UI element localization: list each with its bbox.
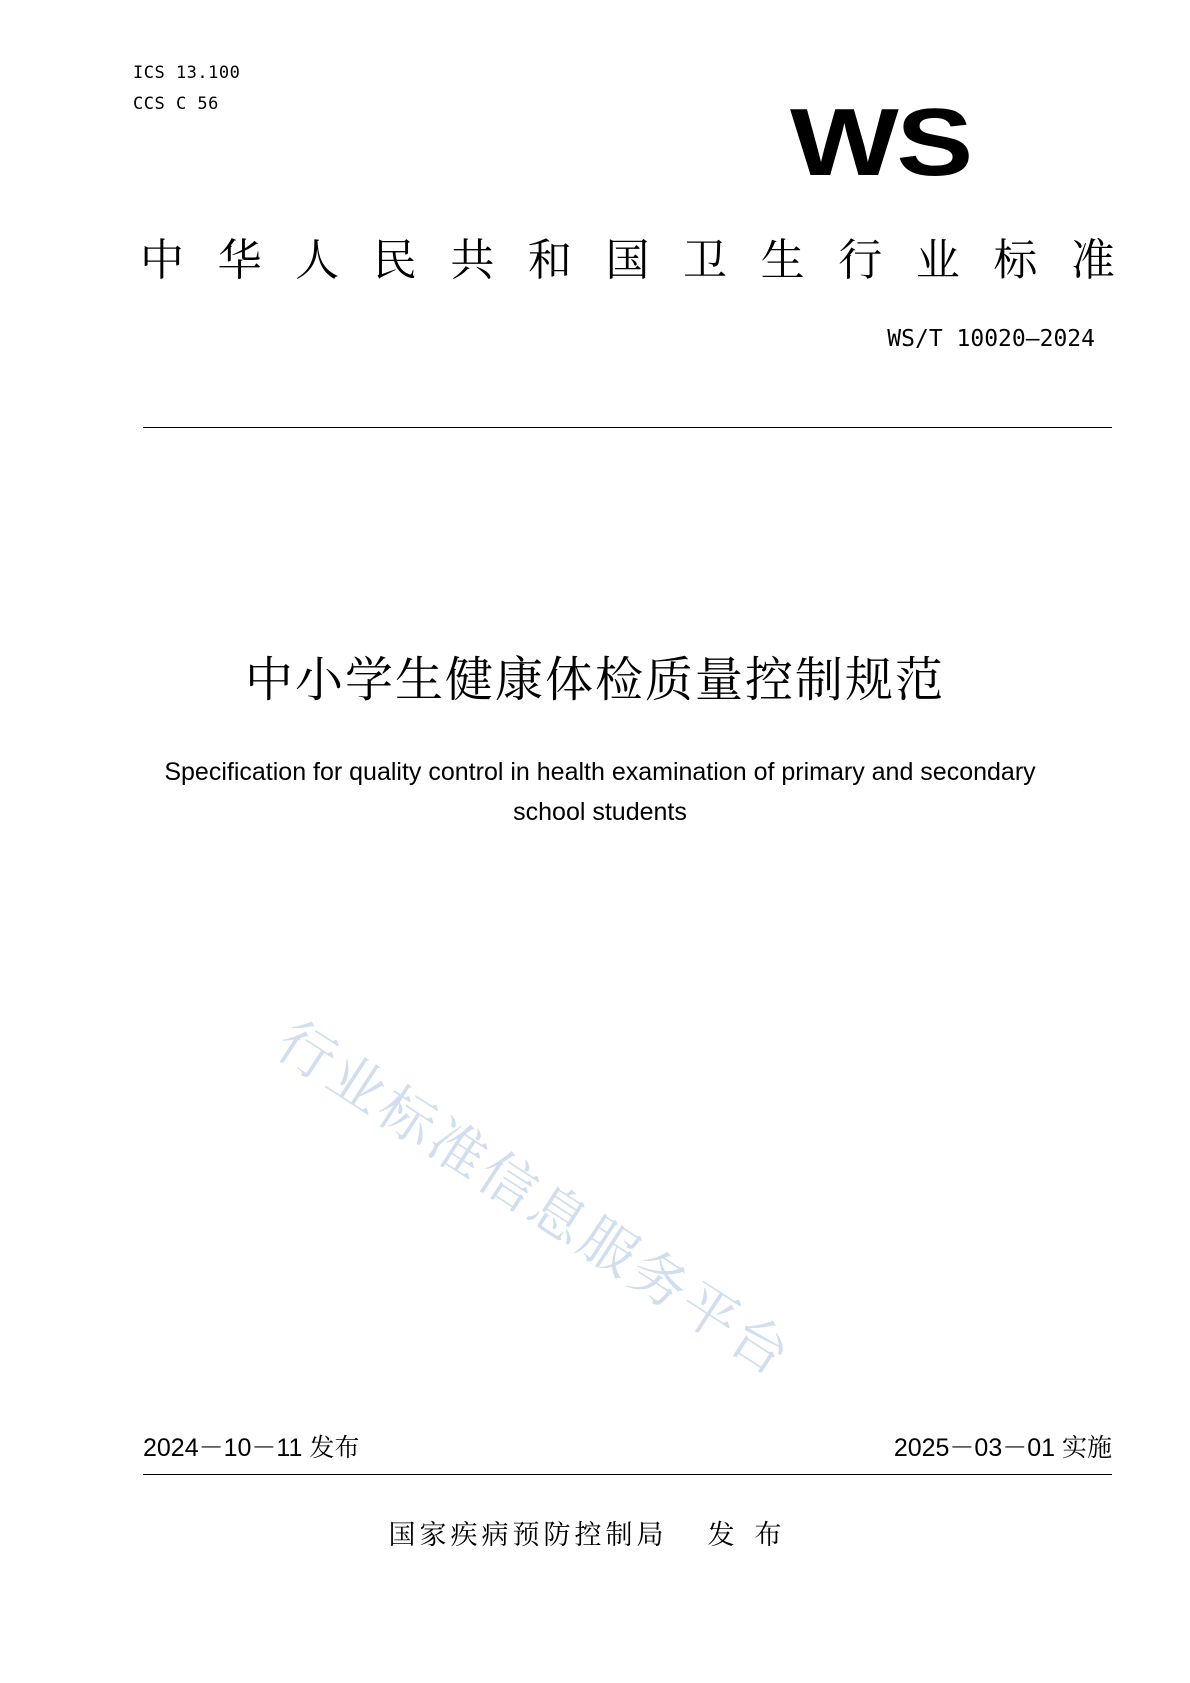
- publisher: [0, 1518, 1190, 1554]
- country-standard-char: 人: [295, 235, 340, 286]
- country-standard-char: 民: [372, 235, 417, 286]
- ccs-code: CCS C 56: [133, 94, 219, 114]
- publisher-action: 发布: [707, 1520, 802, 1551]
- document-title-en-line2: school students: [513, 798, 687, 826]
- country-standard-char: 标: [993, 235, 1038, 286]
- country-standard-char: 国: [605, 235, 650, 286]
- watermark: 行业标准信息服务平台: [265, 1009, 804, 1391]
- bottom-divider: [143, 1474, 1112, 1475]
- country-standard-char: 共: [450, 235, 495, 286]
- document-title-en-line1: Specification for quality control in health examination of primary and secondary: [164, 758, 1036, 786]
- country-standard-char: 业: [915, 235, 960, 286]
- implementation-date: 2025－03－01 实施: [893, 1434, 1112, 1462]
- country-standard-char: 行: [838, 235, 883, 286]
- country-standard-char: 中: [140, 235, 184, 286]
- country-standard-char: 和: [527, 235, 572, 286]
- country-standard-char: 生: [760, 235, 805, 286]
- document-title-en: [130, 752, 1070, 832]
- country-standard-title: [140, 233, 1115, 289]
- country-standard-char: 准: [1070, 235, 1115, 286]
- ws-logo: WS: [790, 89, 971, 196]
- ics-code: ICS 13.100: [133, 63, 241, 83]
- document-title-zh: 中小学生健康体检质量控制规范: [244, 652, 945, 708]
- publisher-name: 国家疾病预防控制局: [388, 1520, 668, 1551]
- issue-date: 2024－10－11 发布: [143, 1434, 360, 1462]
- country-standard-char: 卫: [683, 235, 728, 286]
- top-divider: [143, 427, 1112, 428]
- standard-code: WS/T 10020—2024: [887, 326, 1095, 352]
- country-standard-char: 华: [217, 235, 262, 286]
